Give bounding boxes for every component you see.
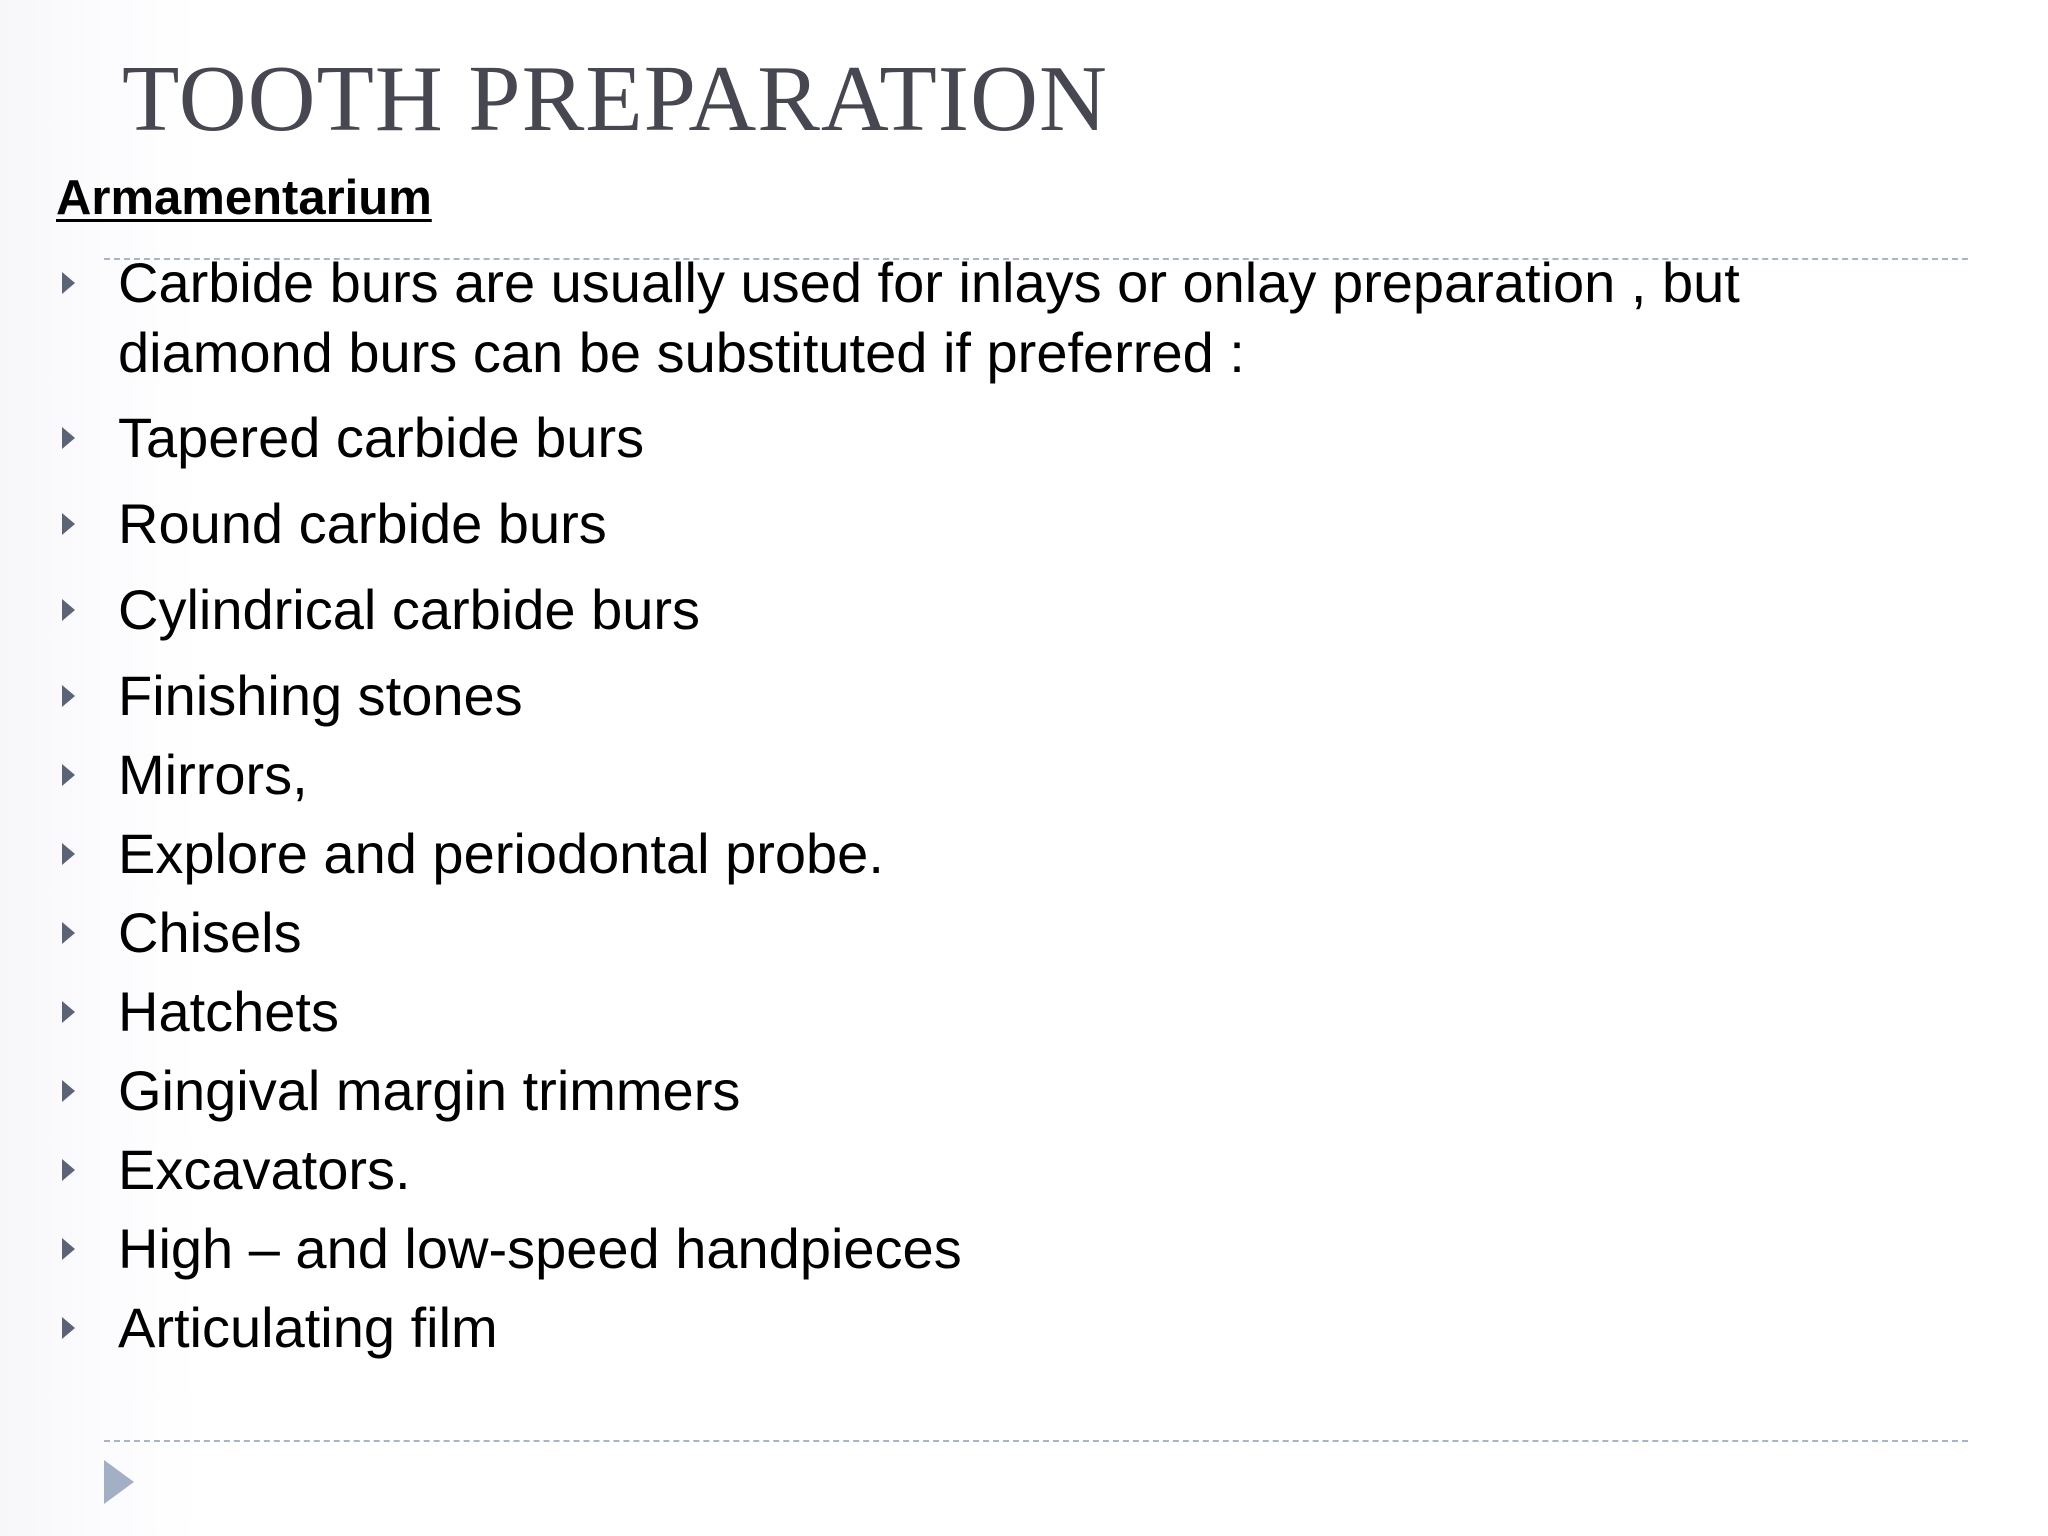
section-heading: Armamentarium [56,171,432,225]
bullet-triangle-icon [62,764,75,786]
bullet-triangle-icon [62,272,75,294]
bullet-item [56,1135,1936,1205]
bullet-item [56,575,1936,645]
bullet-text: Excavators. [118,1138,411,1201]
bullet-triangle-icon [62,599,75,621]
bullet-triangle-icon [62,1159,75,1181]
bullet-text: Explore and periodontal probe. [118,822,884,885]
bullet-item [56,489,1936,559]
bullet-item [56,1056,1936,1126]
bullet-text: Chisels [118,901,302,964]
bullet-item [56,403,1936,473]
bullet-triangle-icon [62,1080,75,1102]
bullet-item [56,1214,1936,1284]
bullet-text: Gingival margin trimmers [118,1059,741,1122]
bullet-triangle-icon [62,513,75,535]
bottom-divider [104,1440,1968,1442]
bullet-item [56,977,1936,1047]
bullet-item [56,661,1936,731]
bullet-text: Articulating film [118,1296,498,1359]
bullet-text: Mirrors, [118,743,308,806]
bullet-triangle-icon [62,843,75,865]
bullet-item [56,248,1936,388]
bullet-text: Cylindrical carbide burs [118,578,701,641]
bullet-triangle-icon [62,427,75,449]
bullet-item [56,1293,1936,1363]
bullet-triangle-icon [62,685,75,707]
bullet-text: Round carbide burs [118,492,607,555]
bullet-text: Hatchets [118,980,339,1043]
bullet-item [56,898,1936,968]
bullet-item [56,740,1936,810]
bullet-text: High – and low-speed handpieces [118,1217,962,1280]
bullet-triangle-icon [62,1001,75,1023]
bullet-triangle-icon [62,1317,75,1339]
next-slide-arrow-icon[interactable] [104,1460,134,1504]
bullet-triangle-icon [62,922,75,944]
bullet-text: Tapered carbide burs [118,406,645,469]
bullet-item [56,819,1936,889]
slide-title: TOOTH PREPARATION [122,47,1108,151]
bullet-text: Finishing stones [118,664,523,727]
bullet-triangle-icon [62,1238,75,1260]
bullet-text: Carbide burs are usually used for inlays or onlay preparation , but diamond burs can be substituted if preferred : [118,251,1740,384]
